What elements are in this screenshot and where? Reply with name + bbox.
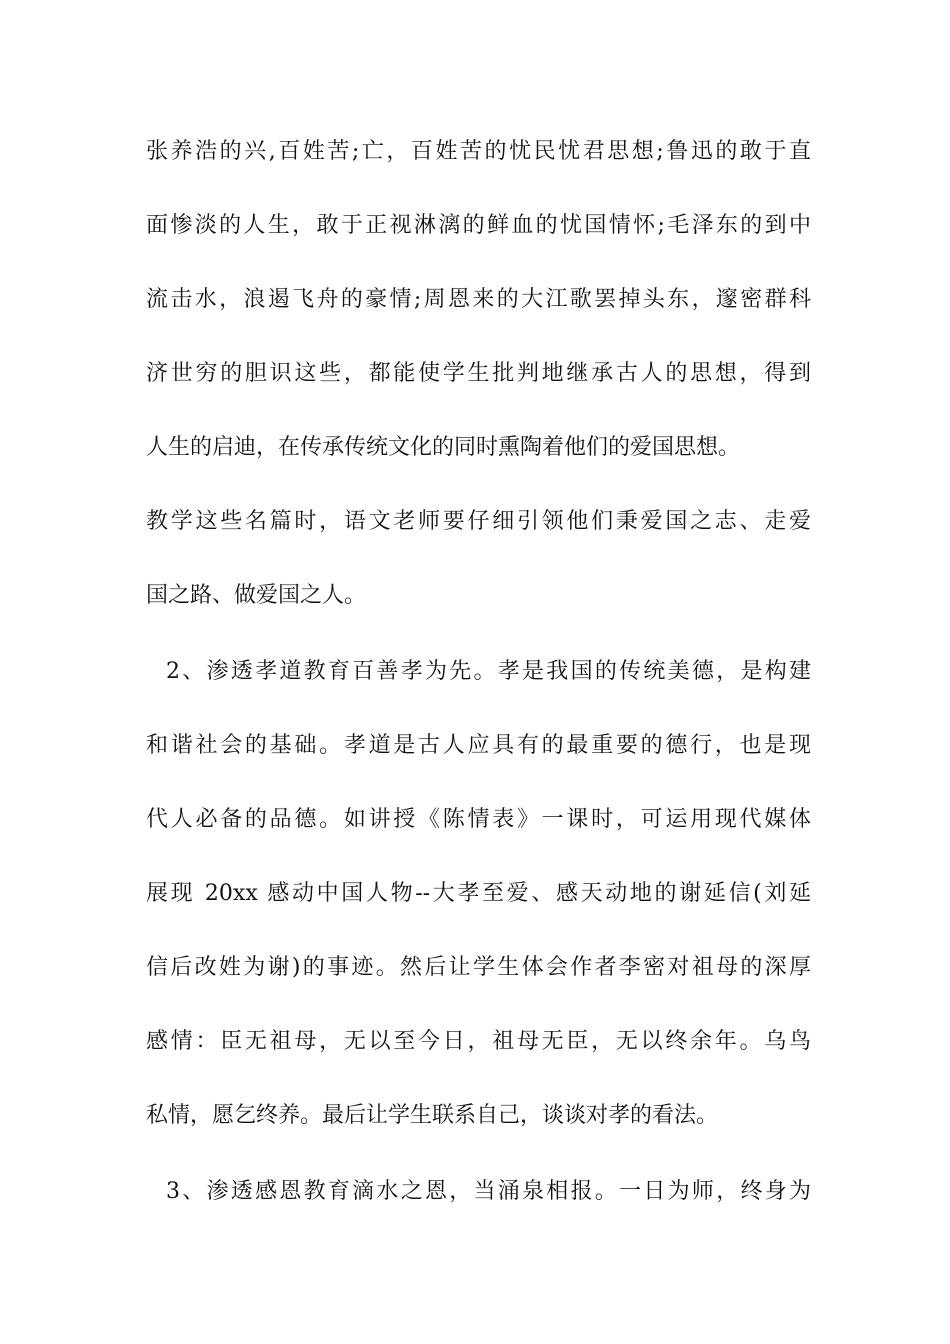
text-line: 教学这些名篇时，语文老师要仔细引领他们秉爱国之志、走爱 — [146, 509, 811, 534]
text-line: 张养浩的兴,百姓苦;亡，百姓苦的忧民忧君思想;鲁迅的敢于直 — [146, 139, 811, 164]
text-line: 人生的启迪，在传承传统文化的同时熏陶着他们的爱国思想。 — [146, 435, 741, 460]
text-line: 和谐社会的基础。孝道是古人应具有的最重要的德行，也是现 — [146, 733, 811, 758]
text-line: 信后改姓为谢)的事迹。然后让学生体会作者李密对祖母的深厚 — [146, 955, 811, 980]
paragraph-3-start: 3、渗透感恩教育滴水之恩，当涌泉相报。一日为师，终身为 — [166, 1179, 811, 1204]
text-line: 感情：臣无祖母，无以至今日，祖母无臣，无以终余年。乌鸟 — [146, 1029, 811, 1054]
text-line: 展现 20xx 感动中国人物--大孝至爱、感天动地的谢延信(刘延 — [146, 881, 811, 906]
text-line: 济世穷的胆识这些，都能使学生批判地继承古人的思想，得到 — [146, 361, 811, 386]
text-line: 代人必备的品德。如讲授《陈情表》一课时，可运用现代媒体 — [146, 807, 811, 832]
paragraph-end-line: 私情，愿乞终养。最后让学生联系自己，谈谈对孝的看法。 — [146, 1103, 719, 1128]
text-line: 面惨淡的人生，敢于正视淋漓的鲜血的忧国情怀;毛泽东的到中 — [146, 213, 811, 238]
text-line: 流击水，浪遏飞舟的豪情;周恩来的大江歌罢掉头东，邃密群科 — [146, 287, 811, 312]
paragraph-end-line: 国之路、做爱国之人。 — [146, 583, 367, 608]
paragraph-2-start: 2、渗透孝道教育百善孝为先。孝是我国的传统美德，是构建 — [166, 659, 811, 684]
